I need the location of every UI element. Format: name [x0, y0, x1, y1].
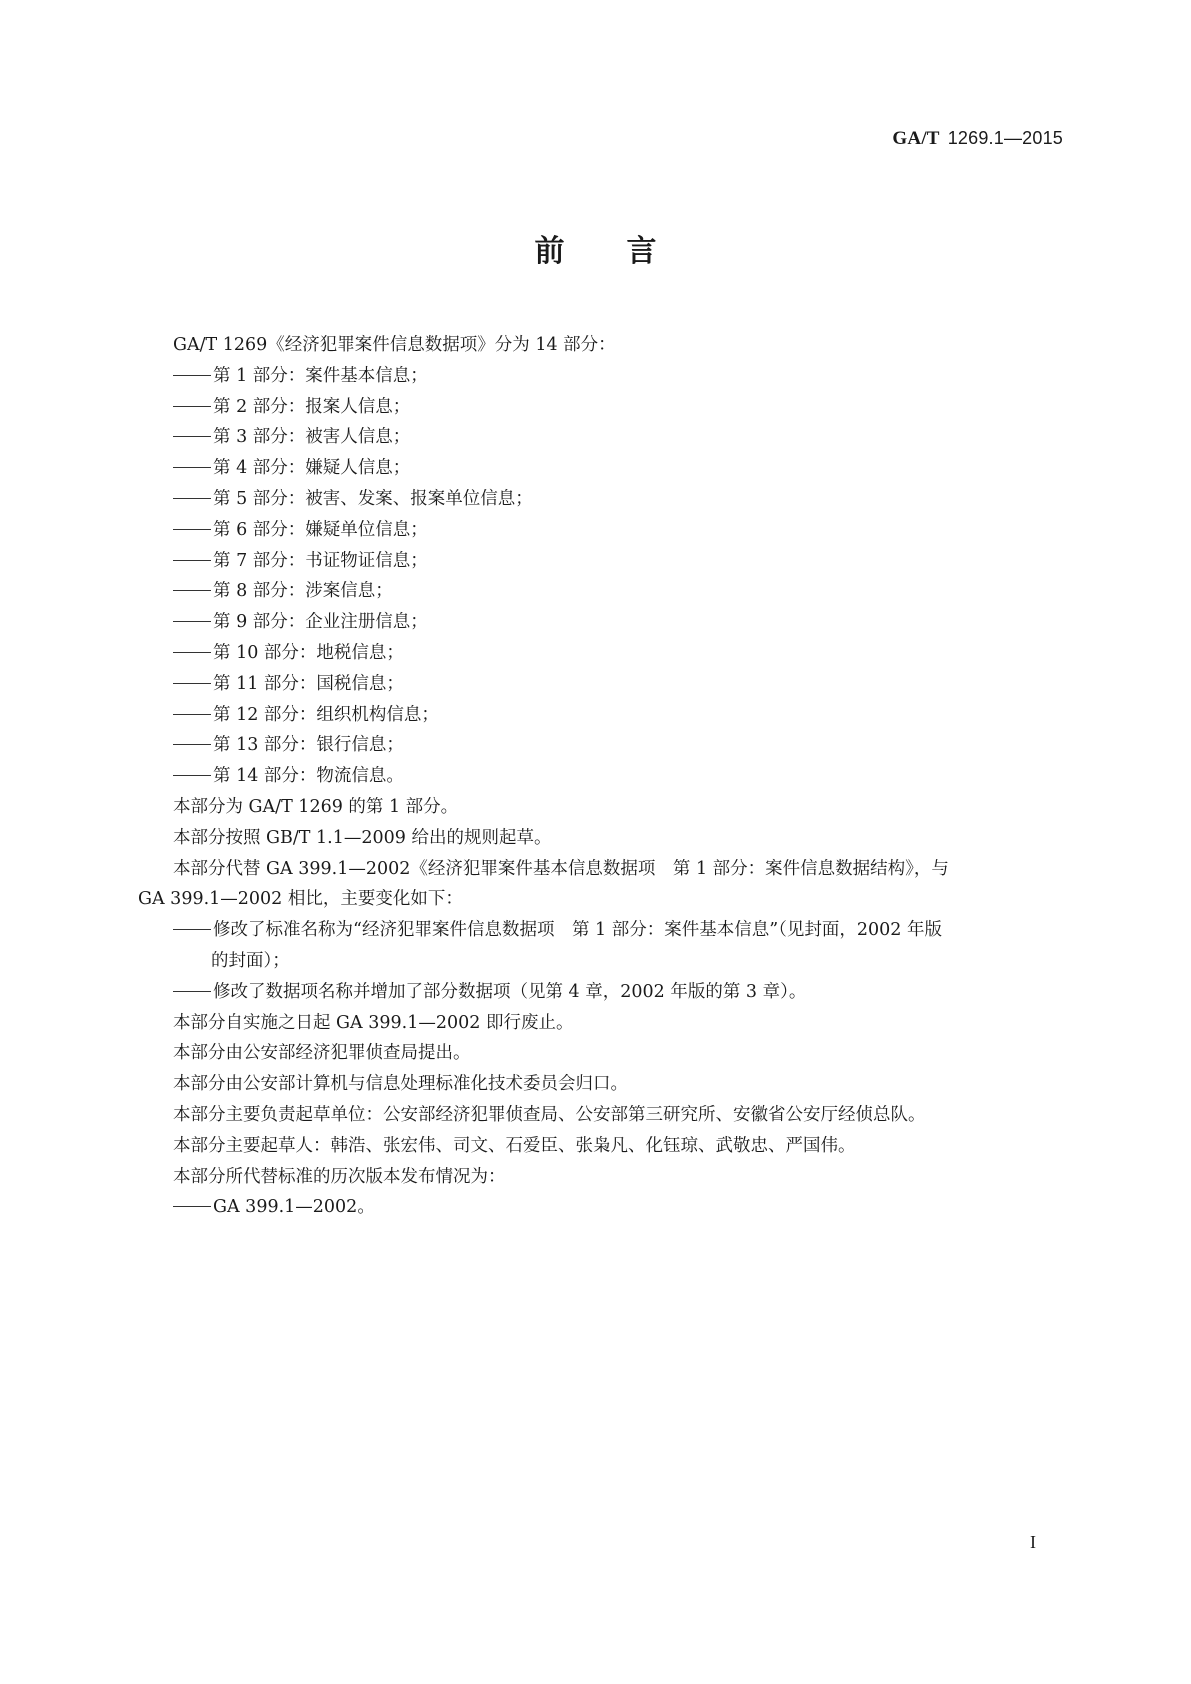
list-item: 第 9 部分：企业注册信息； — [138, 607, 1058, 638]
list-item: 第 14 部分：物流信息。 — [138, 761, 1058, 792]
list-item: 第 6 部分：嫌疑单位信息； — [138, 515, 1058, 546]
dash-bullet — [173, 375, 211, 376]
abolish-statement: 本部分自实施之日起 GA 399.1—2002 即行废止。 — [173, 1012, 574, 1033]
replaces-statement-line-1: 本部分代替 GA 399.1—2002《经济犯罪案件基本信息数据项 第 1 部分：案件信息数据结构》，与 — [173, 858, 949, 879]
changes-list — [138, 915, 1058, 1007]
dash-bullet — [173, 714, 211, 715]
parts-list — [138, 361, 1058, 792]
dash-bullet — [173, 529, 211, 530]
drafters-statement: 本部分主要起草人：韩浩、张宏伟、司文、石爱臣、张枭凡、化钰琼、武敬忠、严国伟。 — [173, 1135, 856, 1156]
list-item: 第 4 部分：嫌疑人信息； — [138, 453, 1058, 484]
dash-bullet — [173, 498, 211, 499]
dash-bullet — [173, 467, 211, 468]
dash-bullet — [173, 436, 211, 437]
intro-paragraph: GA/T 1269《经济犯罪案件信息数据项》分为 14 部分： — [173, 335, 616, 355]
list-item: 第 13 部分：银行信息； — [138, 730, 1058, 761]
standard-prefix: GA/T — [892, 128, 940, 149]
drafting-rules-statement: 本部分按照 GB/T 1.1—2009 给出的规则起草。 — [173, 827, 552, 848]
list-item: 第 10 部分：地税信息； — [138, 638, 1058, 669]
dash-bullet — [173, 683, 211, 684]
foreword-body — [138, 330, 1058, 1223]
list-item: 第 5 部分：被害、发案、报案单位信息； — [138, 484, 1058, 515]
title-char-1: 前 — [534, 234, 565, 269]
list-item: 第 2 部分：报案人信息； — [138, 392, 1058, 423]
replaces-statement-line-2: GA 399.1—2002 相比，主要变化如下： — [138, 889, 463, 910]
dash-bullet — [173, 1206, 211, 1207]
drafting-units-statement: 本部分主要负责起草单位：公安部经济犯罪侦查局、公安部第三研究所、安徽省公安厅经侦总队。 — [173, 1104, 926, 1125]
list-item: 第 8 部分：涉案信息； — [138, 576, 1058, 607]
dash-bullet — [173, 560, 211, 561]
list-item: 第 3 部分：被害人信息； — [138, 422, 1058, 453]
proposed-by-statement: 本部分由公安部经济犯罪侦查局提出。 — [173, 1043, 471, 1064]
dash-bullet — [173, 991, 211, 992]
list-item: 第 1 部分：案件基本信息； — [138, 361, 1058, 392]
dash-bullet — [173, 652, 211, 653]
dash-bullet — [173, 406, 211, 407]
dash-bullet — [173, 590, 211, 591]
dash-bullet — [173, 929, 211, 930]
page-title — [0, 226, 1191, 270]
list-item: 第 11 部分：国税信息； — [138, 669, 1058, 700]
standard-number: 1269.1—2015 — [947, 128, 1063, 148]
list-item: 修改了标准名称为“经济犯罪案件信息数据项 第 1 部分：案件基本信息”（见封面，2002 年版 — [138, 915, 1058, 946]
part-of-statement: 本部分为 GA/T 1269 的第 1 部分。 — [173, 796, 459, 817]
standard-number-header — [892, 128, 1063, 150]
page-number: I — [1030, 1532, 1036, 1552]
dash-bullet — [173, 744, 211, 745]
history-intro: 本部分所代替标准的历次版本发布情况为： — [173, 1166, 506, 1187]
list-item: 第 7 部分：书证物证信息； — [138, 546, 1058, 577]
dash-bullet — [173, 621, 211, 622]
list-item: 修改了数据项名称并增加了部分数据项（见第 4 章，2002 年版的第 3 章）。 — [138, 977, 1058, 1008]
centralized-by-statement: 本部分由公安部计算机与信息处理标准化技术委员会归口。 — [173, 1074, 628, 1095]
list-item-continuation: 的封面）； — [211, 950, 290, 971]
list-item: 第 12 部分：组织机构信息； — [138, 700, 1058, 731]
title-char-2: 言 — [626, 234, 657, 269]
list-item: GA 399.1—2002。 — [138, 1192, 1058, 1223]
dash-bullet — [173, 775, 211, 776]
